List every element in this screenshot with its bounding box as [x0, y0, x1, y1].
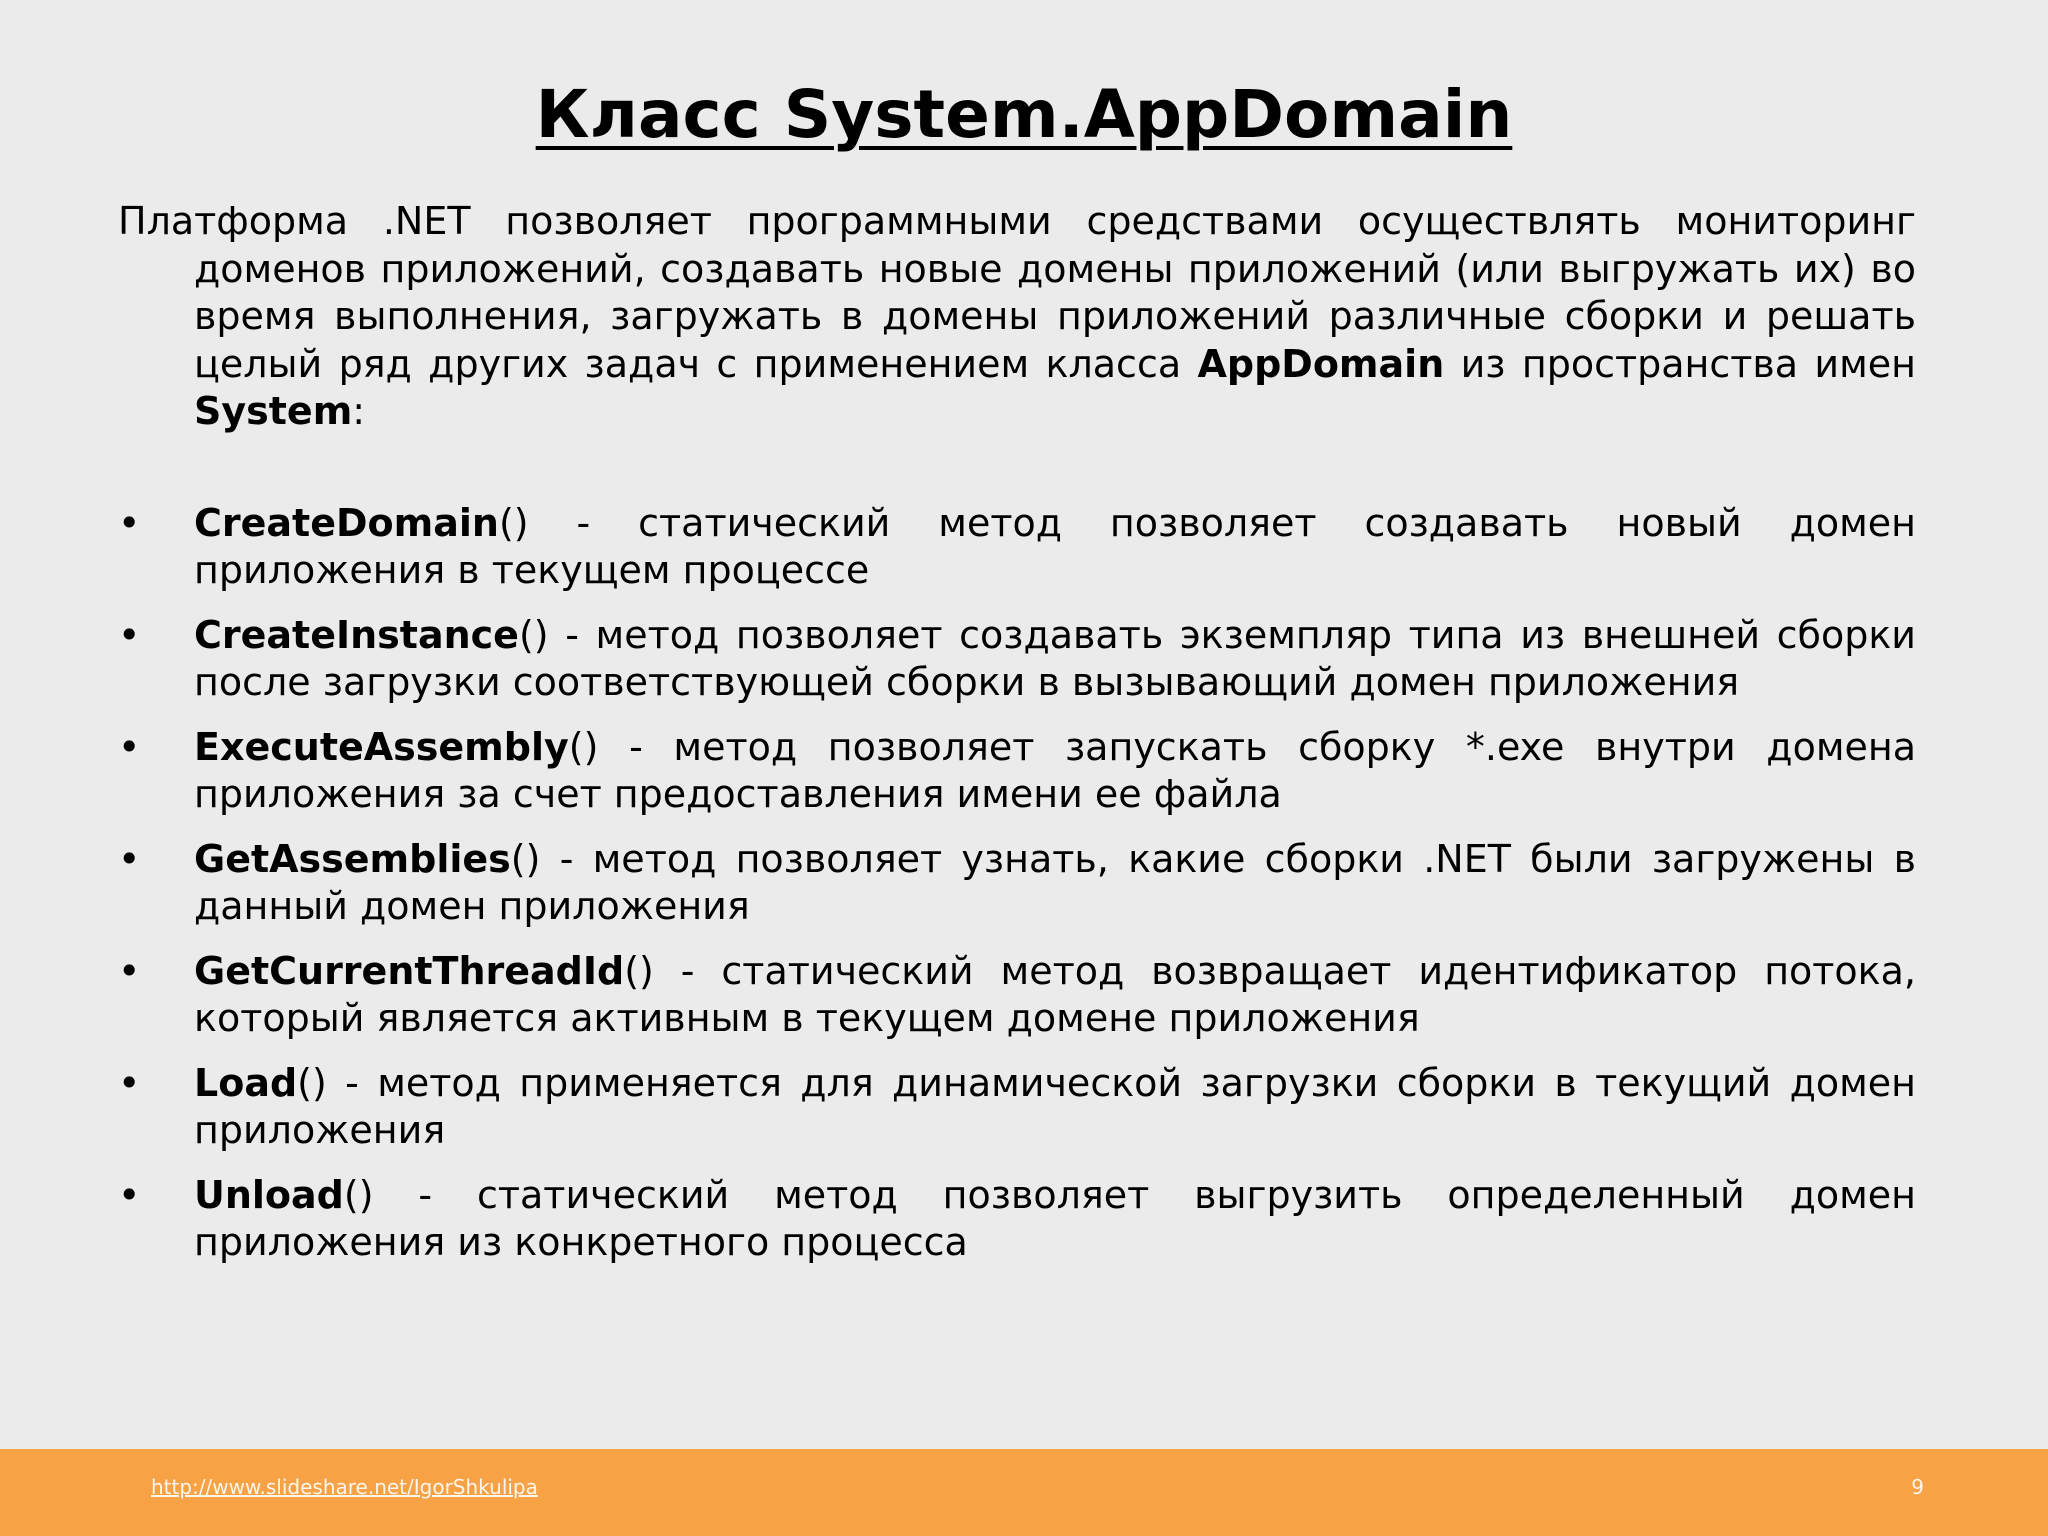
bullet-icon: •: [118, 724, 141, 769]
method-parens: (): [343, 1172, 374, 1217]
method-description: - метод применяется для динамической загрузки сборки в текущий домен приложения: [194, 1060, 1916, 1152]
method-name: GetCurrentThreadId: [194, 948, 625, 993]
method-description: - статический метод позволяет выгрузить определенный домен приложения из конкретного процесса: [194, 1172, 1916, 1264]
method-parens: (): [518, 612, 549, 657]
intro-text-3: :: [352, 389, 366, 433]
method-parens: (): [498, 500, 529, 545]
slide-title: Класс System.AppDomain: [535, 76, 1513, 153]
method-description: - метод позволяет создавать экземпляр типа из внешней сборки после загрузки соответствующей сборки в вызывающий домен приложения: [194, 612, 1916, 704]
method-name: GetAssemblies: [194, 836, 511, 881]
method-description: - метод позволяет узнать, какие сборки .NET были загружены в данный домен приложения: [194, 836, 1916, 928]
intro-class-name: AppDomain: [1197, 341, 1445, 386]
slide-content: [118, 198, 1916, 1284]
intro-text-2: из пространства имен: [1444, 341, 1916, 386]
method-parens: (): [624, 948, 654, 993]
bullet-icon: •: [118, 948, 141, 993]
intro-namespace: System: [194, 389, 353, 433]
method-parens: (): [510, 836, 541, 881]
page-number: 9: [1911, 1475, 1924, 1499]
intro-text-1: Платформа .NET позволяет программными средствами осуществлять мониторинг доменов приложений, создавать новые домены приложений (или выгружать их) во время выполнения, загружать в домены приложений различные сборки и решать целый ряд других задач с применением класса: [118, 199, 1916, 386]
method-item-get-current-thread-id: [118, 948, 1916, 1043]
footer-bar: [0, 1449, 2048, 1536]
method-item-create-instance: [118, 612, 1916, 707]
method-description: - статический метод позволяет создавать новый домен приложения в текущем процессе: [194, 500, 1916, 592]
method-item-create-domain: [118, 500, 1916, 595]
bullet-icon: •: [118, 1060, 141, 1105]
method-item-unload: [118, 1172, 1916, 1267]
bullet-icon: •: [118, 612, 141, 657]
bullet-icon: •: [118, 1172, 141, 1217]
methods-list: [118, 500, 1916, 1267]
method-description: - статический метод возвращает идентификатор потока, который является активным в текущем домене приложения: [194, 948, 1916, 1040]
method-description: - метод позволяет запускать сборку *.exe внутри домена приложения за счет предоставления имени ее файла: [194, 724, 1916, 816]
method-item-load: [118, 1060, 1916, 1155]
method-item-execute-assembly: [118, 724, 1916, 819]
method-name: ExecuteAssembly: [194, 724, 569, 769]
footer-link[interactable]: http://www.slideshare.net/IgorShkulipa: [151, 1475, 538, 1499]
method-name: CreateDomain: [194, 500, 499, 545]
method-parens: (): [297, 1060, 327, 1105]
bullet-icon: •: [118, 500, 141, 545]
method-name: CreateInstance: [194, 612, 519, 657]
method-name: Unload: [194, 1172, 344, 1217]
intro-paragraph: [118, 198, 1916, 436]
method-parens: (): [568, 724, 599, 769]
method-name: Load: [194, 1060, 298, 1105]
method-item-get-assemblies: [118, 836, 1916, 931]
bullet-icon: •: [118, 836, 141, 881]
